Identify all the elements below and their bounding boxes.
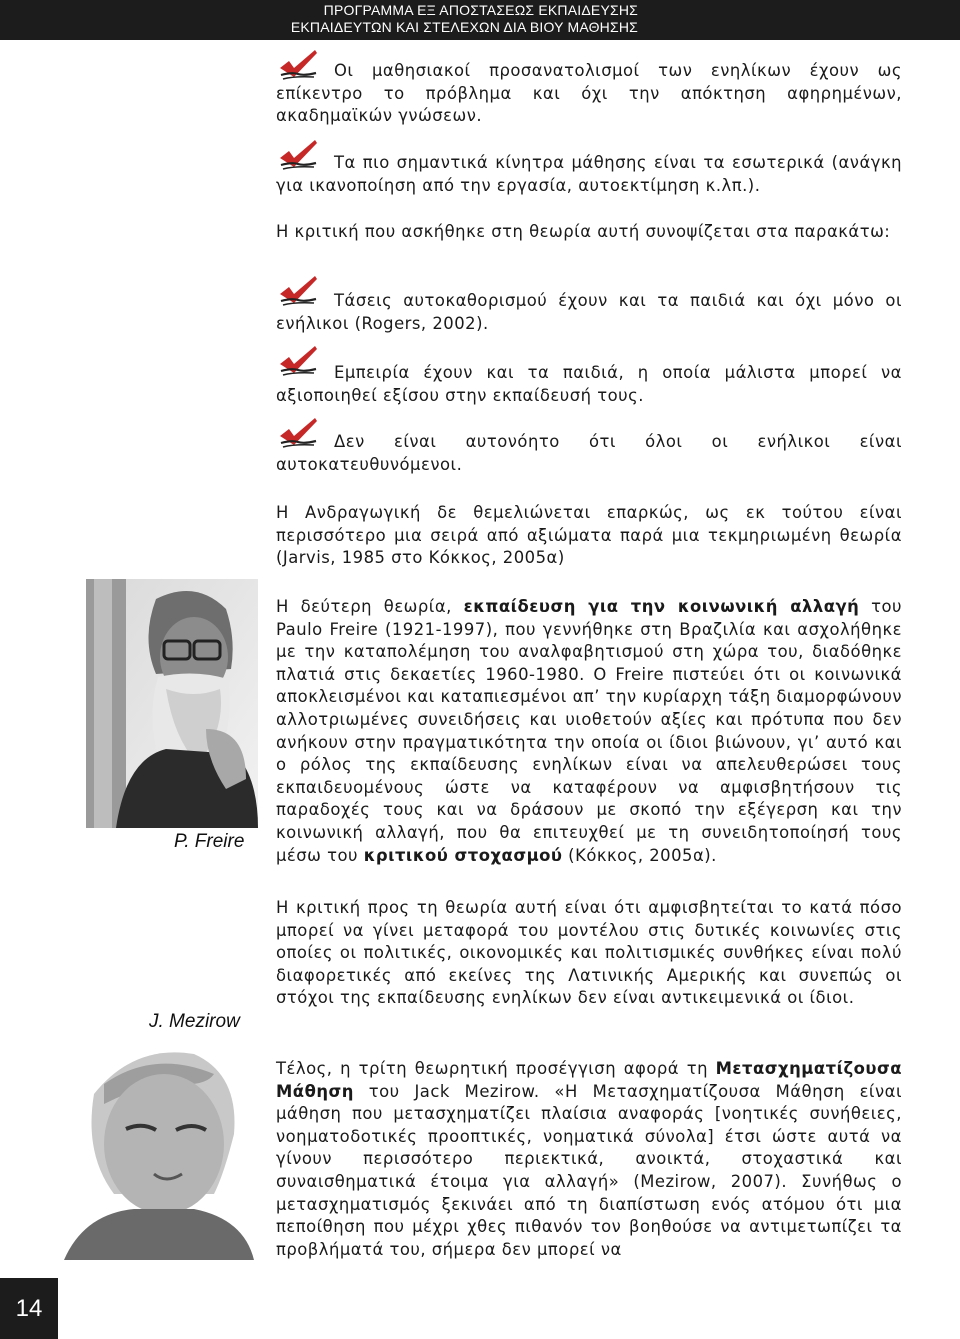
freire-photo [86,579,258,828]
freire-caption: P. Freire [174,831,245,852]
freire-paragraph: Η δεύτερη θεωρία, εκπαίδευση για την κοινωνική αλλαγή του Paulo Freire (1921-1997), που γεννήθηκε στη Βραζιλία και ασχολήθηκε με την καταπολέμηση του αναλφαβητισμού στη χώρα του, διαδόθηκε πλατιά στις δεκαετίες 1960-1980. Ο Freire πιστεύει ότι οι κοινωνικά αποκλεισμένοι και καταπιεσμένοι απ’ την κυρίαρχη τάξη διαμορφώνουν αλλοτριωμένες συνειδήσεις και υιοθετούν αξίες και πρότυπα που δεν ανήκουν στην πραγματικότητα την οποία οι ίδιοι βιώνουν, γι’ αυτό και ο ρόλος της εκπαίδευσης ενηλίκων είναι να απελευθερώσει τους εκπαιδευομένους ώστε να καταφέρουν να αμφισβητήσουν τις παραδοχές τους και να δράσουν με σκοπό την εξέγερση και την κοινωνική αλλαγή, που θα επιτευχθεί με τη συνειδητοποίησή τους μέσω του κριτικού στοχασμού (Κόκκος, 2005α). [276,597,902,865]
andragogy-paragraph: Η Ανδραγωγική δε θεμελιώνεται επαρκώς, ως εκ τούτου είναι περισσότερο μια σειρά από αξιώματα παρά μια τεκμηριωμένη θεωρία (Jarvis, 1985 στο Κόκκος, 2005α) [276,503,902,568]
critique-bullet-self-directed: Δεν είναι αυτονόητο ότι όλοι οι ενήλικοι είναι αυτοκατευθυνόμενοι. [276,432,902,474]
mezirow-photo [64,1034,254,1260]
critique-bullet-self-direction: Τάσεις αυτοκαθορισμού έχουν και τα παιδιά και όχι μόνο οι ενήλικοι (Rogers, 2002). [276,291,902,333]
transformative-learning-term: Μετασχηματίζουσα Μάθηση [276,1059,902,1101]
mezirow-caption: J. Mezirow [149,1011,240,1032]
bullet-motivation: Τα πιο σημαντικά κίνητρα μάθησης είναι τα εσωτερικά (ανάγκη για ικανοποίηση από την εργασία, αυτοεκτίμηση κ.λπ.). [276,153,902,195]
header-line-2: ΕΚΠΑΙΔΕΥΤΩΝ ΚΑΙ ΣΤΕΛΕΧΩΝ ΔΙΑ ΒΙΟΥ ΜΑΘΗΣΗΣ [290,19,638,35]
critical-reflection-term: κριτικού στοχασμού [363,845,563,865]
freire-theory-name: εκπαίδευση για την κοινωνική αλλαγή [463,597,860,616]
critique-intro: Η κριτική που ασκήθηκε στη θεωρία αυτή συνοψίζεται στα παρακάτω: [276,222,891,241]
bullet-learning-orientation: Οι μαθησιακοί προσανατολισμοί των ενηλίκων έχουν ως επίκεντρο το πρόβλημα και όχι την απόκτηση αφηρημένων, ακαδημαϊκών γνώσεων. [276,61,902,126]
header-line-1: ΠΡΟΓΡΑΜΜΑ ΕΞ ΑΠΟΣΤΑΣΕΩΣ ΕΚΠΑΙΔΕΥΣΗΣ [323,2,638,18]
page-number: 14 [0,1278,58,1339]
mezirow-paragraph: Τέλος, η τρίτη θεωρητική προσέγγιση αφορά τη Μετασχηματίζουσα Μάθηση του Jack Mezirow. «Η Μετασχηματίζουσα Μάθηση είναι μάθηση που μετασχηματίζει πλαίσια αναφοράς [νοητικές συνήθειες, νοηματοδοτικές προοπτικές, νοηματικά σύνολα] έτσι ώστε αυτά να γίνουν περισσότερο περιεκτικά, ανοικτά, στοχαστικά και συναισθηματικά έτοιμα για αλλαγή» (Mezirow, 2007). Συνήθως ο μετασχηματισμός ξεκινάει από τη διαπίστωση ενός ατόμου ότι μια πεποίθηση που μέχρι χθες πιθανόν τον βοηθούσε να αντιμετωπίζει τα προβλήματά του, σήμερα δεν μπορεί να [276,1059,902,1259]
page-header [0,0,960,40]
freire-critique-paragraph: Η κριτική προς τη θεωρία αυτή είναι ότι αμφισβητείται το κατά πόσο μπορεί να γίνει μεταφορά του μοντέλου στις δυτικές κοινωνίες στις οποίες οι πολιτικές, οικονομικές και πολιτισμικές συνθήκες είναι πολύ διαφορετικές από εκείνες της Λατινικής Αμερικής και συνεπώς οι στόχοι της εκπαίδευσης ενηλίκων δεν είναι αντικειμενικά οι ίδιοι. [276,898,902,1008]
critique-bullet-experience: Εμπειρία έχουν και τα παιδιά, η οποία μάλιστα μπορεί να αξιοποιηθεί εξίσου στην εκπαίδευσή τους. [276,363,902,405]
